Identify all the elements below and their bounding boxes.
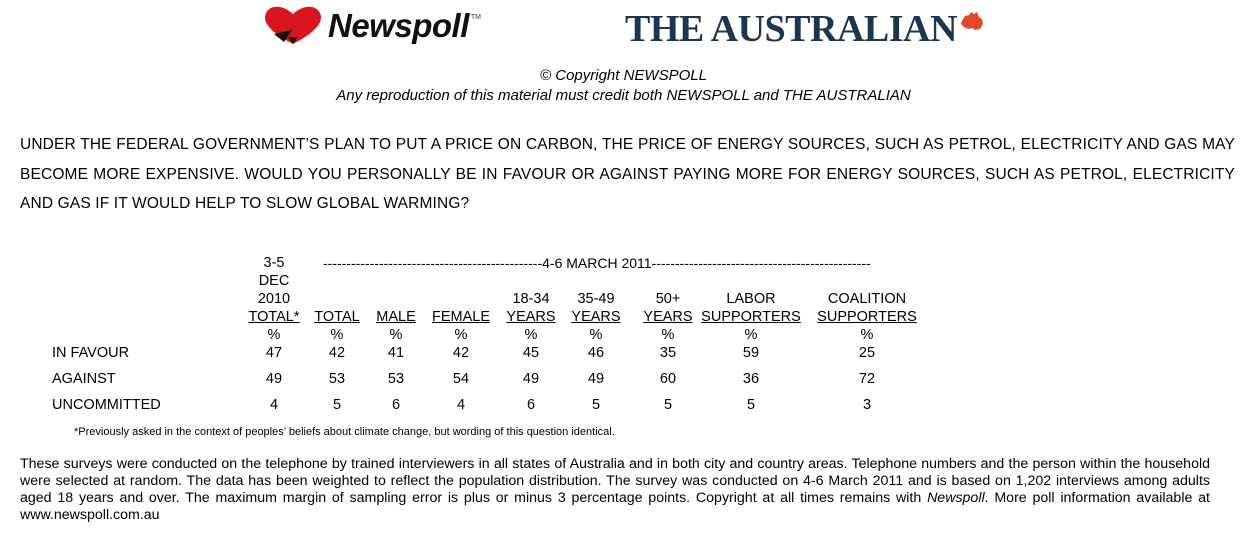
table-cell: 59: [742, 345, 760, 361]
methodology-note: [20, 456, 1210, 524]
newspoll-mark-icon: [262, 4, 324, 48]
column-unit: %: [267, 327, 281, 343]
table-cell: 25: [858, 345, 876, 361]
column-unit: %: [454, 327, 468, 343]
australia-map-icon: [959, 9, 985, 35]
table-cell: 54: [452, 371, 470, 387]
column-unit: %: [524, 327, 538, 343]
table-cell: 53: [328, 371, 346, 387]
column-header-label: SUPPORTERS: [817, 309, 917, 325]
row-label: AGAINST: [52, 371, 116, 387]
column-unit: %: [744, 327, 758, 343]
column-header-label: TOTAL*: [248, 309, 300, 325]
table-cell: 35: [659, 345, 677, 361]
the-australian-logo: [625, 10, 985, 48]
newspoll-wordmark: Newspoll: [328, 7, 469, 44]
table-cell: 53: [387, 371, 405, 387]
column-header-label: MALE: [376, 309, 416, 325]
table-cell: 3: [862, 397, 872, 413]
newspoll-logo: [262, 4, 481, 48]
methodology-newspoll: Newspoll: [927, 490, 985, 506]
credit-line: Any reproduction of this material must credit both NEWSPOLL and THE AUSTRALIAN: [336, 87, 911, 104]
column-header-top: DEC: [258, 273, 290, 289]
table-cell: 60: [659, 371, 677, 387]
table-cell: 49: [522, 371, 540, 387]
table-cell: 6: [391, 397, 401, 413]
the-australian-wordmark: THE AUSTRALIAN: [625, 8, 957, 50]
methodology-text: These surveys were conducted on the telephone by trained interviewers in all states of Australia and in both city and country areas. Telephone numbers and the person within the household were selected at random. The data has been weighted to reflect the population distribution. The survey was conducted on 4-6 March 2011 and is based on 1,202 interviews among adults aged 18 years and over. The maximum margin of sampling error is plus or minus 3 percentage points. Copyright at all times remains with: [20, 456, 1210, 506]
table-cell: 5: [591, 397, 601, 413]
table-cell: 5: [332, 397, 342, 413]
column-header-top: 3-5: [263, 255, 285, 271]
table-cell: 36: [742, 371, 760, 387]
table-cell: 5: [663, 397, 673, 413]
column-header: [691, 308, 811, 326]
column-header-top: 18-34: [512, 291, 550, 307]
newspoll-tm: TM: [470, 14, 481, 21]
table-cell: 72: [858, 371, 876, 387]
table-cell: 41: [387, 345, 405, 361]
table-cell: 4: [456, 397, 466, 413]
table-cell: 49: [265, 371, 283, 387]
column-header-label: YEARS: [506, 309, 556, 325]
table-cell: 42: [328, 345, 346, 361]
copyright-line: © Copyright NEWSPOLL: [540, 67, 707, 84]
column-unit: %: [661, 327, 675, 343]
survey-question: UNDER THE FEDERAL GOVERNMENT’S PLAN TO PUT A PRICE ON CARBON, THE PRICE OF ENERGY SOURCES, SUCH AS PETROL, ELECTRICITY AND GAS MAY BECOME MORE EXPENSIVE. WOULD YOU PERSONALLY BE IN FAVOUR OR AGAINST PAYING MORE FOR ENERGY SOURCES, SUCH AS PETROL, ELECTRICITY AND GAS IF IT WOULD HELP TO SLOW GLOBAL WARMING?: [20, 136, 1235, 212]
column-header-label: YEARS: [571, 309, 621, 325]
methodology-end: . More poll information available at www.newspoll.com.au: [20, 490, 1211, 523]
period-banner: -----------------------------------------------4-6 MARCH 2011-----------------------------------------------: [323, 255, 871, 271]
column-header-top: COALITION: [827, 291, 907, 307]
table-cell: 45: [522, 345, 540, 361]
column-header-top: LABOR: [726, 291, 776, 307]
table-cell: 47: [265, 345, 283, 361]
column-unit: %: [589, 327, 603, 343]
table-cell: 6: [526, 397, 536, 413]
table-footnote: *Previously asked in the context of peoples’ beliefs about climate change, but wording of this question identical.: [74, 426, 615, 438]
column-unit: %: [389, 327, 403, 343]
table-cell: 42: [452, 345, 470, 361]
column-unit: %: [330, 327, 344, 343]
column-header-top: 2010: [257, 291, 291, 307]
table-cell: 4: [269, 397, 279, 413]
column-header-top: 35-49: [577, 291, 615, 307]
table-cell: 46: [587, 345, 605, 361]
column-header-label: FEMALE: [431, 309, 490, 325]
row-label: IN FAVOUR: [52, 345, 130, 361]
column-header: [807, 308, 927, 326]
column-header-label: YEARS: [643, 309, 693, 325]
row-label: UNCOMMITTED: [52, 397, 161, 413]
column-unit: %: [860, 327, 874, 343]
column-header-label: TOTAL: [314, 309, 360, 325]
table-cell: 5: [746, 397, 756, 413]
column-header-top: 50+: [655, 291, 681, 307]
column-header-label: SUPPORTERS: [701, 309, 801, 325]
table-cell: 49: [587, 371, 605, 387]
